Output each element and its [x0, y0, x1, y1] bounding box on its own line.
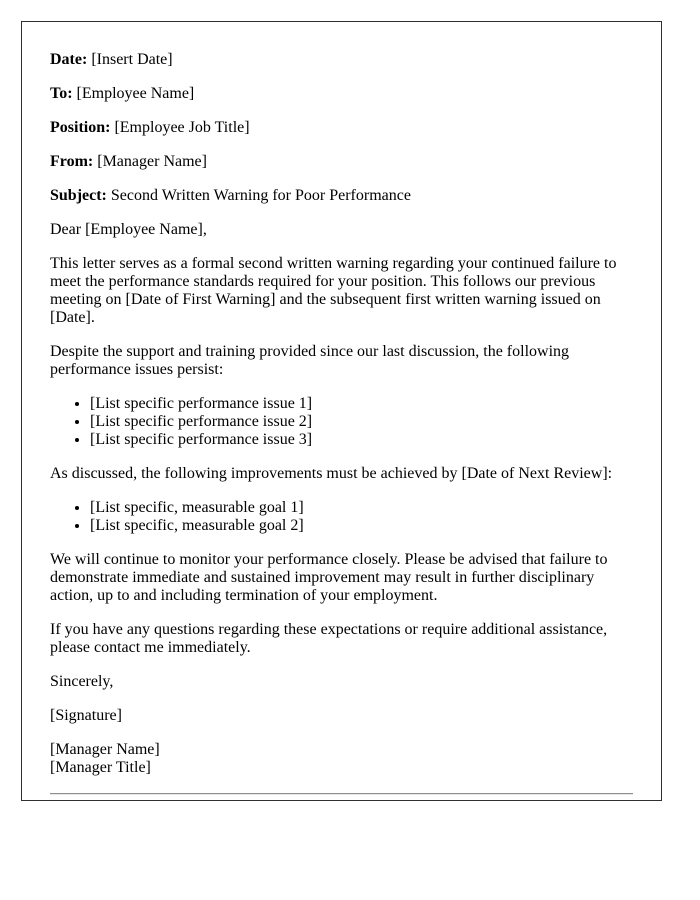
performance-issues-list [50, 395, 633, 449]
signature-block [50, 741, 633, 777]
paragraph-questions: If you have any questions regarding these expectations or require additional assistance, please contact me immediately. [50, 621, 608, 656]
signature-manager-name: [Manager Name] [50, 741, 160, 758]
field-to-value: [Employee Name] [76, 85, 195, 102]
performance-issue-item: • [List specific performance issue 2] [90, 413, 633, 431]
footer-divider [50, 793, 633, 795]
performance-issue-item: • [List specific performance issue 3] [90, 431, 633, 449]
paragraph-intro: This letter serves as a formal second written warning regarding your continued failure to meet the performance standards required for your position. This follows our previous meeting on [Date of First Warning] and the subsequent first written warning issued on [Date]. [50, 255, 617, 326]
salutation: Dear [Employee Name], [50, 221, 207, 238]
letter-page [21, 21, 662, 801]
field-date-label: Date: [50, 51, 88, 68]
signature-manager-title: [Manager Title] [50, 759, 151, 776]
performance-issue-item: • [List specific performance issue 1] [90, 395, 633, 413]
field-subject-value: Second Written Warning for Poor Performance [110, 187, 411, 204]
field-date [50, 51, 633, 69]
goal-item: • [List specific, measurable goal 2] [90, 517, 633, 535]
field-from-value: [Manager Name] [97, 153, 207, 170]
field-to [50, 85, 633, 103]
goal-item: • [List specific, measurable goal 1] [90, 499, 633, 517]
closing: Sincerely, [50, 673, 114, 690]
field-date-value: [Insert Date] [91, 51, 173, 68]
paragraph-goals-intro: As discussed, the following improvements must be achieved by [Date of Next Review]: [50, 465, 613, 482]
paragraph-monitoring: We will continue to monitor your performance closely. Please be advised that failure to demonstrate immediate and sustained improvement may result in further disciplinary action, up to and including termination of your employment. [50, 551, 608, 604]
goals-list [50, 499, 633, 535]
signature-placeholder: [Signature] [50, 707, 122, 724]
field-position-label: Position: [50, 119, 111, 136]
field-position [50, 119, 633, 137]
field-from [50, 153, 633, 171]
field-subject [50, 187, 633, 205]
field-position-value: [Employee Job Title] [114, 119, 250, 136]
field-to-label: To: [50, 85, 73, 102]
field-from-label: From: [50, 153, 94, 170]
paragraph-issues-intro: Despite the support and training provided since our last discussion, the following performance issues persist: [50, 343, 570, 378]
field-subject-label: Subject: [50, 187, 107, 204]
